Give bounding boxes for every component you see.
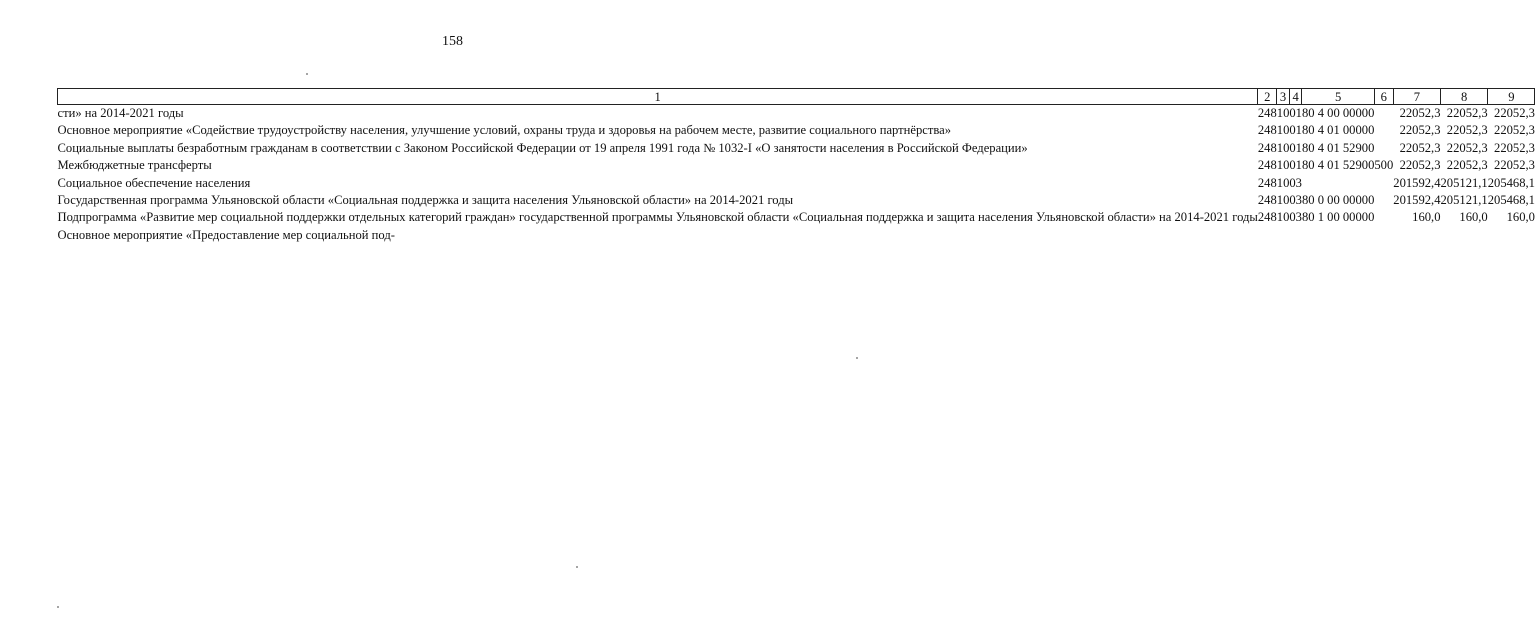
table-row xyxy=(58,227,1535,244)
row-amount-col7 xyxy=(1393,227,1440,244)
scan-speck xyxy=(306,73,308,75)
row-amount-col7: 22052,3 xyxy=(1399,123,1441,138)
row-amount-col8: 22052,3 xyxy=(1446,140,1488,155)
row-amount-col7: 22052,3 xyxy=(1399,140,1441,155)
row-code-expense-type xyxy=(1374,105,1393,123)
row-code-expense-type: 500 xyxy=(1374,158,1394,173)
page-number: 158 xyxy=(442,34,463,49)
row-code-ministry: 248 xyxy=(1257,193,1277,208)
table-row xyxy=(58,122,1535,139)
row-amount-col7: 22052,3 xyxy=(1399,106,1441,120)
row-code-section: 10 xyxy=(1276,123,1290,138)
row-code-target: 80 4 01 00000 xyxy=(1301,123,1375,138)
row-code-target: 80 0 00 00000 xyxy=(1301,193,1375,208)
row-amount-col7: 201592,4 xyxy=(1393,193,1441,208)
row-code-expense-type xyxy=(1374,209,1393,226)
row-code-expense-type xyxy=(1374,175,1393,192)
header-col-1: 1 xyxy=(58,89,1258,105)
header-row xyxy=(58,89,1535,105)
row-code-ministry: 248 xyxy=(1257,158,1277,173)
row-code-section: 10 xyxy=(1276,175,1290,190)
header-col-6: 6 xyxy=(1374,89,1393,105)
row-code-ministry: 248 xyxy=(1257,123,1277,138)
row-amount-col9: 22052,3 xyxy=(1494,140,1535,155)
row-name: Социальные выплаты безработным гражданам в соответствии с Законом Российской Федерации от 19 апреля 1991 года № 1032-I «О занятости населения в Российской Федерации» xyxy=(57,140,1028,155)
row-amount-col8: 160,0 xyxy=(1459,210,1488,225)
row-amount-col9: 22052,3 xyxy=(1494,123,1535,138)
row-amount-col7: 160,0 xyxy=(1412,210,1441,225)
row-name: Государственная программа Ульяновской области «Социальная поддержка и защита населения Ульяновской области» на 2014-2021 годы xyxy=(57,193,794,208)
row-code-target: 80 4 00 00000 xyxy=(1301,106,1375,120)
row-code-ministry: 248 xyxy=(1257,175,1277,190)
row-code-expense-type xyxy=(1374,192,1393,209)
row-code-section: 10 xyxy=(1276,158,1290,173)
row-code-expense-type xyxy=(1374,140,1393,157)
row-code-ministry: 248 xyxy=(1257,140,1277,155)
row-code-ministry: 248 xyxy=(1257,106,1277,120)
scan-speck xyxy=(57,606,59,608)
row-code-section: 10 xyxy=(1276,193,1290,208)
row-amount-col8 xyxy=(1441,227,1488,244)
row-amount-col7: 22052,3 xyxy=(1399,158,1441,173)
row-code-section xyxy=(1277,227,1290,244)
row-code-section: 10 xyxy=(1276,106,1290,120)
table-row xyxy=(58,140,1535,157)
row-amount-col8: 205121,1 xyxy=(1440,193,1488,208)
table-row xyxy=(58,209,1535,226)
row-amount-col8: 22052,3 xyxy=(1446,123,1488,138)
row-code-ministry: 248 xyxy=(1257,210,1277,225)
row-name: Основное мероприятие «Содействие трудоустройству населения, улучшение условий, охраны труда и здоровья на рабочем месте, развитие социального партнёрства» xyxy=(57,123,952,138)
header-col-7: 7 xyxy=(1393,89,1440,105)
header-col-8: 8 xyxy=(1441,89,1488,105)
row-code-subsection: 01 xyxy=(1289,123,1302,138)
row-amount-col8: 205121,1 xyxy=(1440,175,1488,190)
row-amount-col9: 160,0 xyxy=(1506,210,1535,225)
row-code-ministry xyxy=(1258,227,1277,244)
row-code-expense-type xyxy=(1374,122,1393,139)
row-amount-col8: 22052,3 xyxy=(1446,158,1488,173)
scan-speck xyxy=(856,357,858,359)
row-code-expense-type xyxy=(1374,227,1393,244)
row-amount-col8: 22052,3 xyxy=(1446,106,1488,120)
row-amount-col9: 22052,3 xyxy=(1494,158,1535,173)
row-code-subsection: 01 xyxy=(1289,140,1302,155)
row-code-subsection: 03 xyxy=(1289,175,1302,190)
header-col-2: 2 xyxy=(1258,89,1277,105)
header-col-3: 3 xyxy=(1277,89,1290,105)
row-code-section: 10 xyxy=(1276,140,1290,155)
row-code-target xyxy=(1302,227,1374,244)
row-name: Межбюджетные трансферты xyxy=(57,158,212,173)
row-code-subsection: 01 xyxy=(1289,106,1302,120)
row-code-subsection: 03 xyxy=(1289,193,1302,208)
row-name: сти» на 2014-2021 годы xyxy=(57,106,184,120)
table-row xyxy=(58,175,1535,192)
row-amount-col9: 205468,1 xyxy=(1487,175,1535,190)
table-row xyxy=(58,192,1535,209)
row-amount-col7: 201592,4 xyxy=(1393,175,1441,190)
row-name: Подпрограмма «Развитие мер социальной поддержки отдельных категорий граждан» государственной программы Ульяновской области «Социальная поддержка и защита населения Ульяновской области» на 2014-2021 годы xyxy=(57,210,1258,225)
table-row xyxy=(58,105,1535,123)
row-amount-col9: 205468,1 xyxy=(1487,193,1535,208)
row-code-target: 80 1 00 00000 xyxy=(1301,210,1375,225)
row-amount-col9: 22052,3 xyxy=(1494,106,1535,120)
row-code-target: 80 4 01 52900 xyxy=(1301,140,1375,155)
row-code-subsection: 03 xyxy=(1289,210,1302,225)
row-code-subsection xyxy=(1289,227,1302,244)
row-amount-col9 xyxy=(1488,227,1535,244)
scan-speck xyxy=(576,566,578,568)
row-name: Основное мероприятие «Предоставление мер социальной под- xyxy=(57,227,395,242)
row-code-target: 80 4 01 52900 xyxy=(1301,158,1375,173)
row-code-subsection: 01 xyxy=(1289,158,1302,173)
row-name: Социальное обеспечение населения xyxy=(57,175,251,190)
row-code-section: 10 xyxy=(1276,210,1290,225)
header-col-9: 9 xyxy=(1488,89,1535,105)
table-row xyxy=(58,157,1535,174)
header-col-4: 4 xyxy=(1289,89,1302,105)
header-col-5: 5 xyxy=(1302,89,1374,105)
row-code-target xyxy=(1302,175,1374,192)
budget-table xyxy=(57,88,1535,244)
